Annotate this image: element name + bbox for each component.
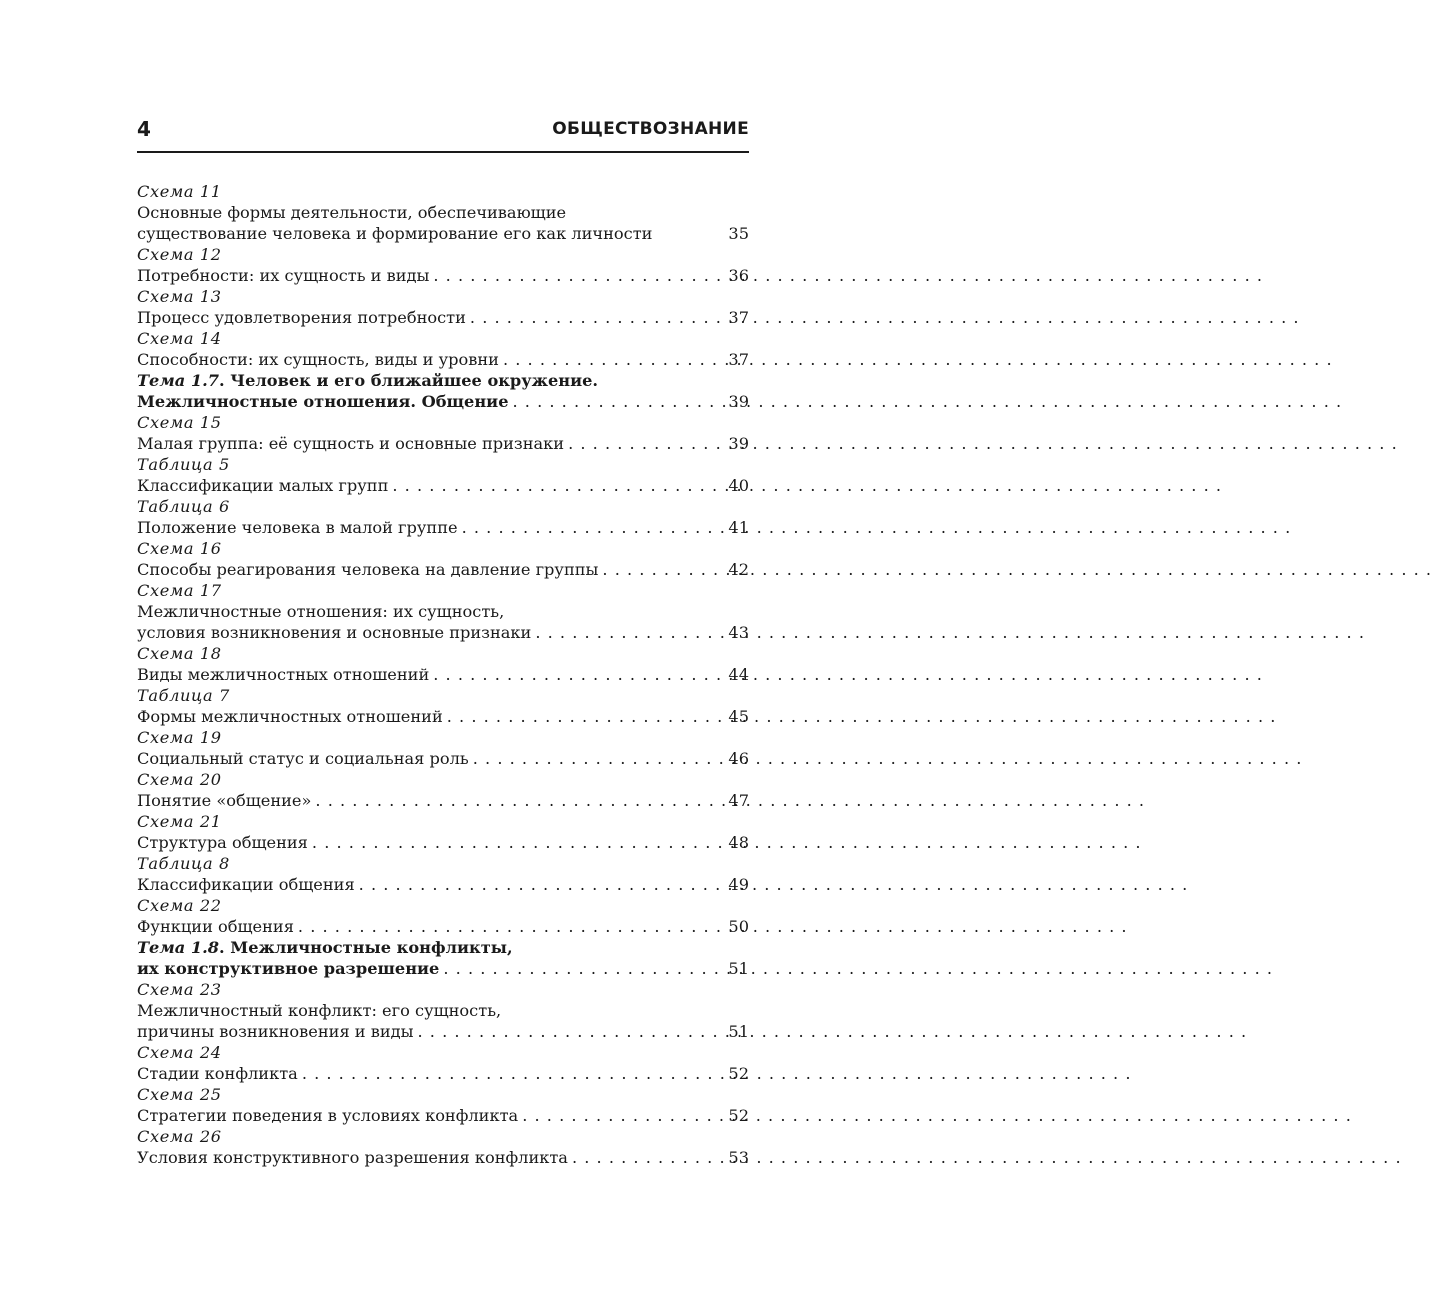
toc-entry-title: Стадии конфликта [137, 1064, 298, 1083]
toc-section-label: Схема 11 [137, 182, 222, 201]
toc-entry-title: Стратегии поведения в условиях конфликта [137, 1106, 519, 1125]
toc-page-number: 52 [728, 1064, 749, 1083]
toc-entry-title: Процесс удовлетворения потребности [137, 308, 466, 327]
toc-dot-leader [433, 664, 1263, 685]
toc-section-label: Таблица 5 [137, 455, 230, 474]
toc-row [137, 832, 749, 853]
toc-row [137, 1084, 749, 1105]
toc-entry-title: Классификации малых групп [137, 476, 389, 495]
toc-row [137, 1063, 749, 1084]
toc-theme-title: . Межличностные конфликты, [219, 938, 513, 957]
toc-theme-label: Тема 1.8 [137, 938, 220, 957]
toc-row [137, 601, 749, 622]
toc-row [137, 307, 749, 328]
toc-row [137, 244, 749, 265]
toc-entry-title: существование человека и формирование его как личности [137, 224, 653, 243]
toc-dot-leader [522, 1105, 1352, 1126]
toc-row [137, 328, 749, 349]
toc-row [137, 958, 749, 979]
toc-row [137, 433, 749, 454]
toc-section-label: Схема 15 [137, 413, 222, 432]
toc-entry-title: Формы межличностных отношений [137, 707, 443, 726]
toc-page-number: 47 [728, 791, 749, 810]
toc-page-number: 49 [728, 875, 749, 894]
toc-row [137, 853, 749, 874]
toc-row [137, 916, 749, 937]
toc-entry-title: Классификации общения [137, 875, 355, 894]
toc-entry-title: Способности: их сущность, виды и уровни [137, 350, 499, 369]
toc-section-label: Схема 23 [137, 980, 222, 999]
toc-row [137, 874, 749, 895]
toc-page-number: 44 [728, 665, 749, 684]
toc-page-number: 46 [728, 749, 749, 768]
toc-section-label: Схема 14 [137, 329, 222, 348]
toc-dot-leader [433, 265, 1263, 286]
toc-dot-leader [535, 622, 1365, 643]
toc-section-label: Схема 24 [137, 1043, 222, 1062]
toc-theme-label: Тема 1.7 [137, 371, 220, 390]
toc-row [137, 286, 749, 307]
toc-section-label: Таблица 7 [137, 686, 230, 705]
toc-row [137, 979, 749, 1000]
toc-row [137, 811, 749, 832]
toc-row [137, 1000, 749, 1021]
toc-row [137, 559, 749, 580]
toc-row [137, 496, 749, 517]
toc-section-label: Таблица 6 [137, 497, 230, 516]
toc-page-number: 48 [728, 833, 749, 852]
toc-row [137, 895, 749, 916]
toc-page-number: 51 [728, 959, 749, 978]
toc-entry-title: их конструктивное разрешение [137, 959, 440, 978]
toc-dot-leader [470, 307, 1300, 328]
toc-dot-leader [572, 1147, 1402, 1168]
toc-page-number: 53 [728, 1148, 749, 1167]
toc-dot-leader [513, 391, 1343, 412]
toc-dot-leader [447, 706, 1277, 727]
toc-row [137, 769, 749, 790]
toc-row [137, 1147, 749, 1168]
toc-page-number: 37 [728, 350, 749, 369]
toc-section-label: Схема 25 [137, 1085, 222, 1104]
toc-dot-leader [473, 748, 1303, 769]
toc-row [137, 622, 749, 643]
toc-section-label: Схема 18 [137, 644, 222, 663]
toc-row [137, 937, 749, 958]
toc-page-number: 52 [728, 1106, 749, 1125]
toc-dot-leader [568, 433, 1398, 454]
toc-row [137, 538, 749, 559]
toc-page-number: 43 [728, 623, 749, 642]
toc-section-label: Схема 17 [137, 581, 222, 600]
toc-dot-leader [417, 1021, 1247, 1042]
toc-section-label: Схема 19 [137, 728, 222, 747]
toc-theme-title: . Человек и его ближайшее окружение. [219, 371, 599, 390]
page-header [137, 113, 749, 153]
toc-section-label: Таблица 8 [137, 854, 230, 873]
toc-row [137, 517, 749, 538]
toc-row [137, 265, 749, 286]
toc-dot-leader [359, 874, 1189, 895]
toc-row [137, 412, 749, 433]
toc-page-number: 51 [728, 1022, 749, 1041]
toc-page-number: 39 [728, 392, 749, 411]
toc-entry-title: причины возникновения и виды [137, 1022, 414, 1041]
running-title: ОБЩЕСТВОЗНАНИЕ [552, 119, 749, 139]
toc-page-number: 45 [728, 707, 749, 726]
toc-row [137, 391, 749, 412]
toc-section-label: Схема 16 [137, 539, 222, 558]
toc-row [137, 790, 749, 811]
toc-entry-title: Малая группа: её сущность и основные признаки [137, 434, 565, 453]
toc-row [137, 1105, 749, 1126]
toc-entry-title: Условия конструктивного разрешения конфликта [137, 1148, 568, 1167]
toc-row [137, 685, 749, 706]
toc-entry-title: Межличностные отношения. Общение [137, 392, 509, 411]
toc-section-label: Схема 12 [137, 245, 222, 264]
toc-row [137, 370, 749, 391]
toc-entry-title: Межличностные отношения: их сущность, [137, 602, 505, 621]
toc-entry-title: Основные формы деятельности, обеспечивающие [137, 203, 567, 222]
toc-section-label: Схема 13 [137, 287, 222, 306]
toc-row [137, 748, 749, 769]
toc-page-number: 35 [728, 224, 749, 243]
toc-row [137, 1042, 749, 1063]
toc-page-number: 36 [728, 266, 749, 285]
toc-row [137, 349, 749, 370]
page-number: 4 [137, 117, 151, 141]
toc-entry-title: Потребности: их сущность и виды [137, 266, 430, 285]
toc-dot-leader [443, 958, 1273, 979]
toc-row [137, 580, 749, 601]
toc-dot-leader [462, 517, 1292, 538]
toc-entry-title: Положение человека в малой группе [137, 518, 458, 537]
toc-row [137, 223, 749, 244]
toc-dot-leader [503, 349, 1333, 370]
toc-section-label: Схема 22 [137, 896, 222, 915]
toc-row [137, 664, 749, 685]
toc-row [137, 475, 749, 496]
toc-row [137, 1021, 749, 1042]
toc-entry-title: Функции общения [137, 917, 294, 936]
toc-page-number: 42 [728, 560, 749, 579]
toc-row [137, 1126, 749, 1147]
toc-page-number: 50 [728, 917, 749, 936]
toc-entry-title: Межличностный конфликт: его сущность, [137, 1001, 502, 1020]
toc-dot-leader [392, 475, 1222, 496]
toc-row [137, 181, 749, 202]
toc-section-label: Схема 20 [137, 770, 222, 789]
toc-row [137, 706, 749, 727]
toc-entry-title: Способы реагирования человека на давление группы [137, 560, 599, 579]
toc-row [137, 727, 749, 748]
toc-page-number: 39 [728, 434, 749, 453]
toc-row [137, 454, 749, 475]
toc-entry-title: Социальный статус и социальная роль [137, 749, 469, 768]
toc-page-number: 37 [728, 308, 749, 327]
toc-entry-title: Понятие «общение» [137, 791, 312, 810]
toc-page-number: 40 [728, 476, 749, 495]
toc-page-number: 41 [728, 518, 749, 537]
toc-entry-title: Структура общения [137, 833, 308, 852]
toc-row [137, 202, 749, 223]
toc-section-label: Схема 26 [137, 1127, 222, 1146]
toc-section-label: Схема 21 [137, 812, 222, 831]
toc-entry-title: условия возникновения и основные признаки [137, 623, 532, 642]
table-of-contents [137, 181, 749, 1168]
toc-entry-title: Виды межличностных отношений [137, 665, 430, 684]
toc-row [137, 643, 749, 664]
